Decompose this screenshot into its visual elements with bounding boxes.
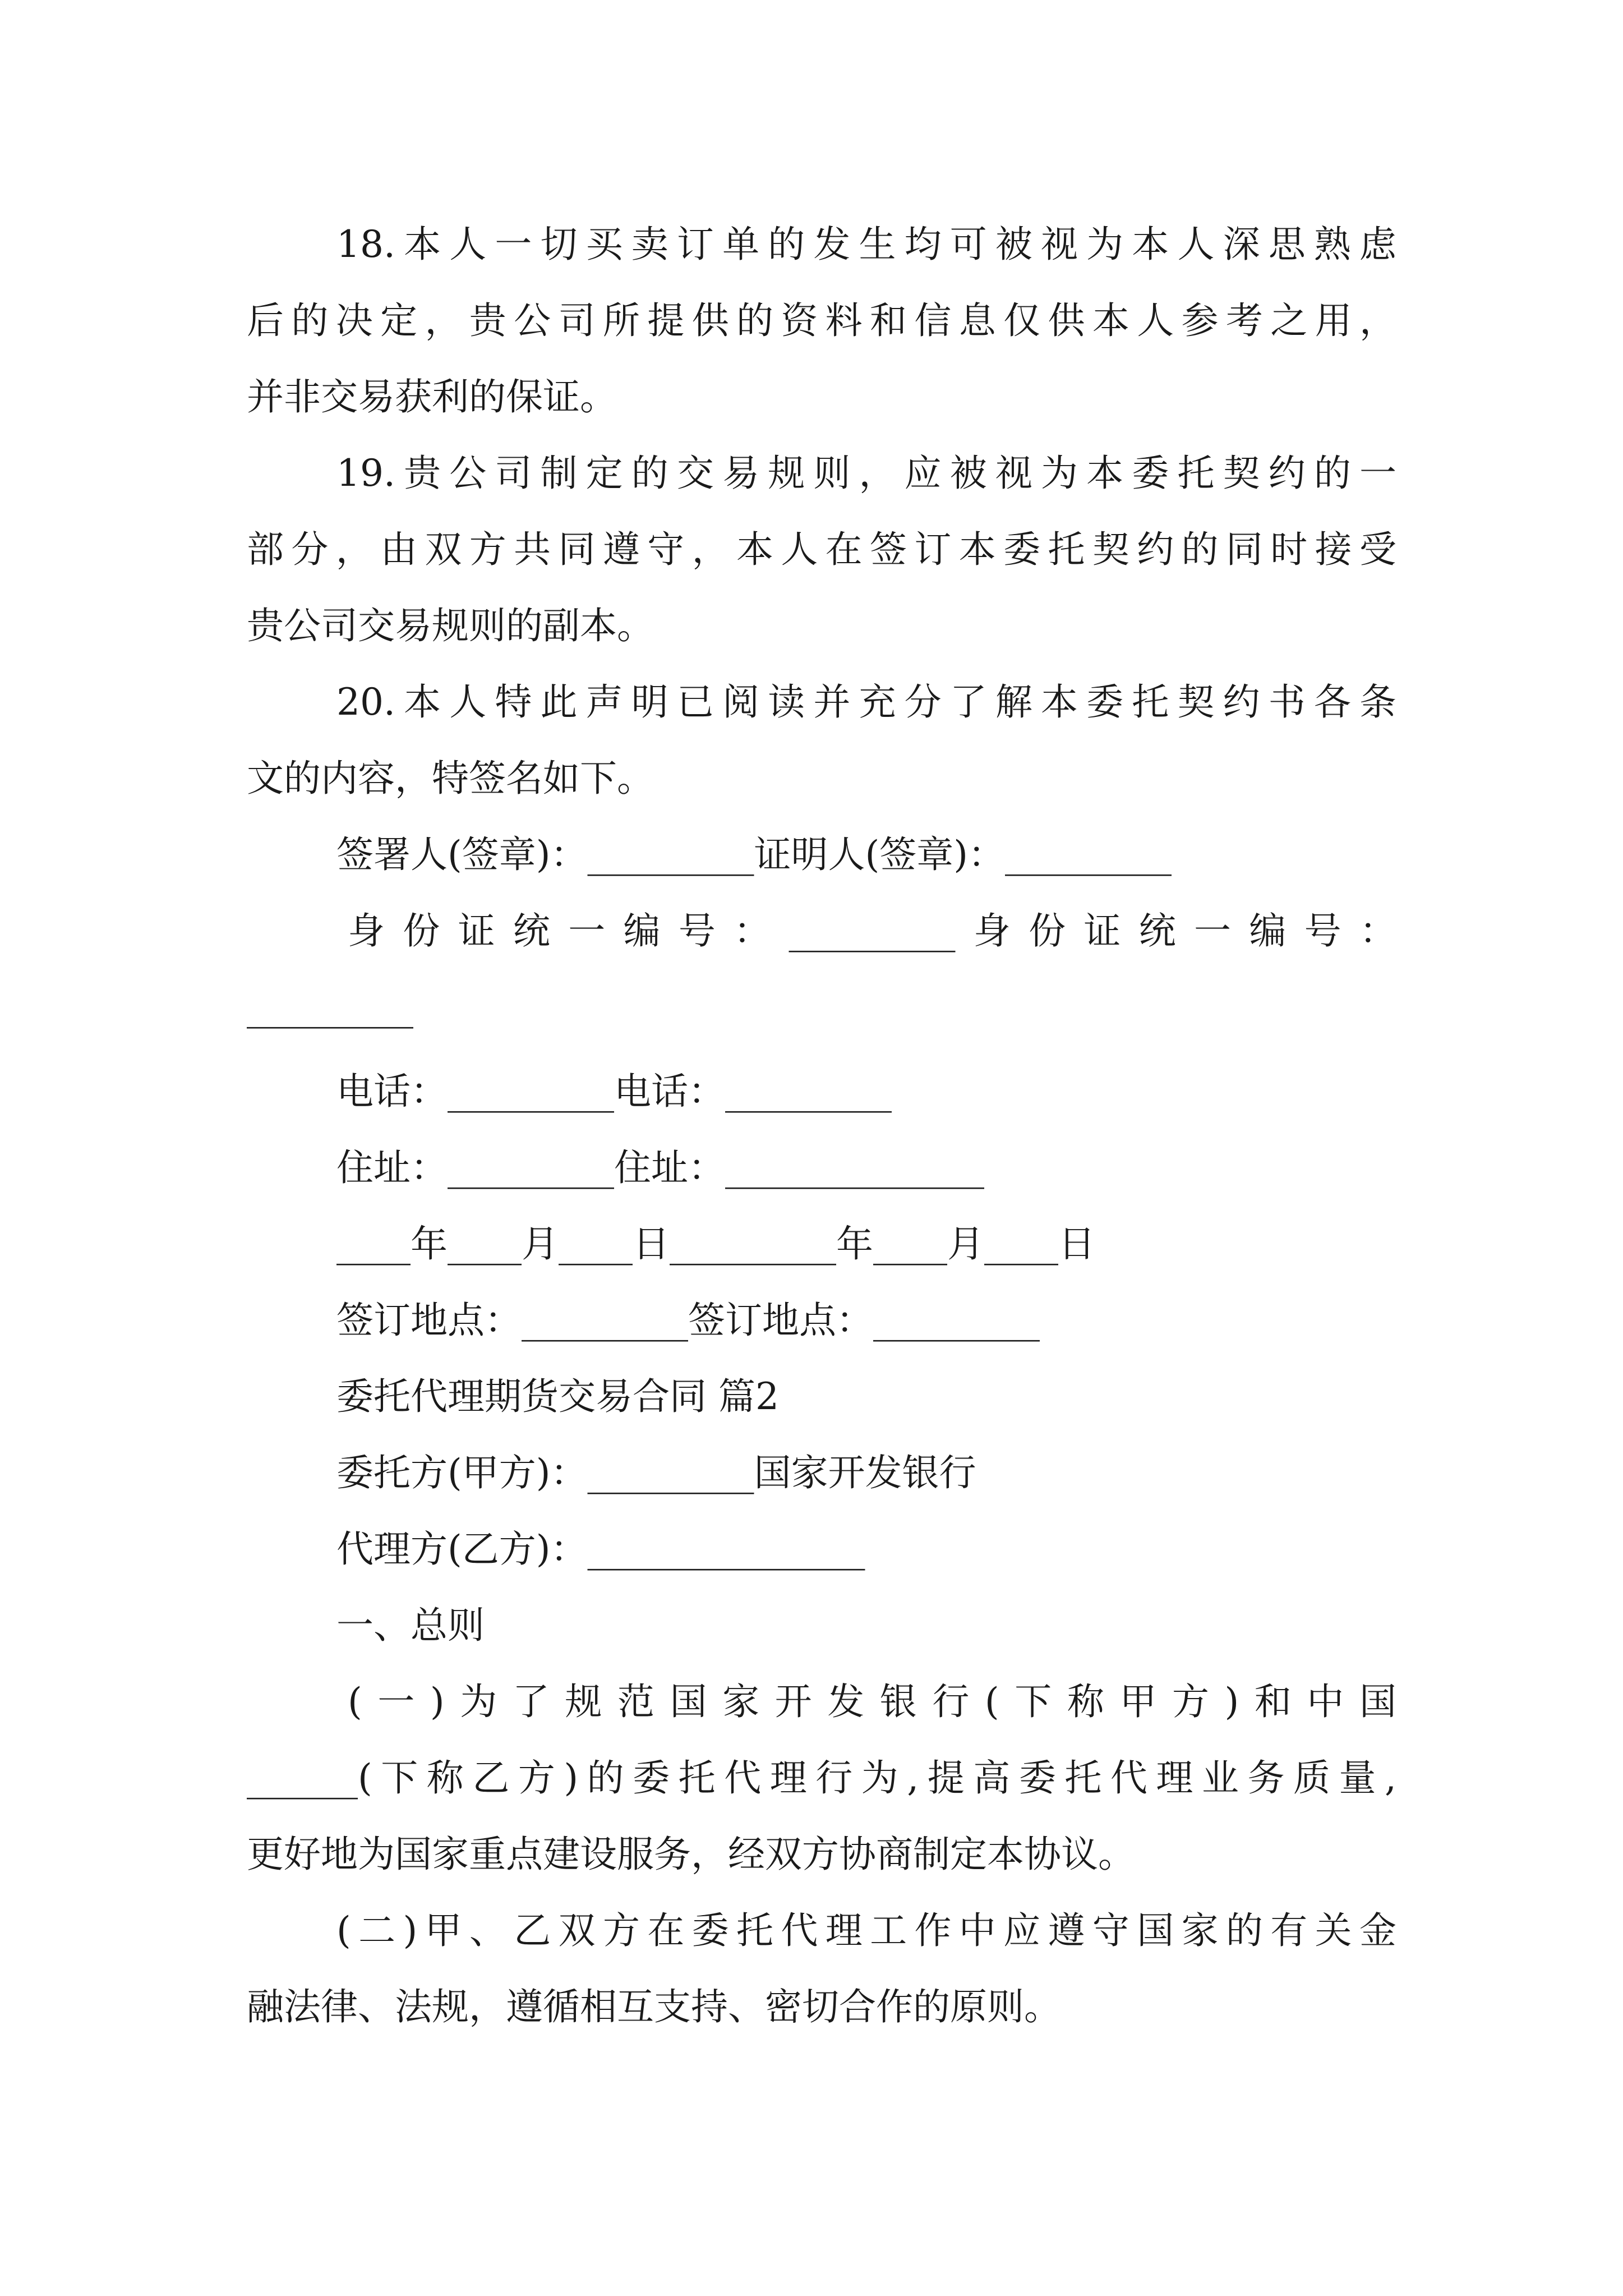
general-provisions-heading: 一、总则	[336, 1604, 485, 1647]
signing-place-line: 签订地点：_________签订地点：_________	[336, 1299, 1040, 1342]
provision-2-line-1: (二)甲、乙双方在委托代理工作中应遵守国家的有关金	[336, 1909, 1396, 1952]
provision-1-line-1: (一)为了规范国家开发银行(下称甲方)和中国	[348, 1680, 1396, 1723]
agent-party-line: 代理方(乙方)：_______________	[336, 1527, 865, 1571]
clause-18-line-1: 18.本人一切买卖订单的发生均可被视为本人深思熟虑	[336, 223, 1396, 266]
id-number-blank: _________	[247, 986, 413, 1029]
provision-1-line-3: 更好地为国家重点建设服务，经双方协商制定本协议。	[247, 1833, 1135, 1876]
section-heading: 委托代理期货交易合同 篇2	[336, 1375, 779, 1418]
provision-2-line-2: 融法律、法规，遵循相互支持、密切合作的原则。	[247, 1985, 1061, 2028]
clause-19-line-3: 贵公司交易规则的副本。	[247, 604, 654, 647]
phone-line: 电话：_________电话：_________	[336, 1070, 892, 1113]
clause-19-line-2: 部分，由双方共同遵守，本人在签订本委托契约的同时接受	[247, 528, 1396, 571]
address-line: 住址：_________住址：______________	[336, 1146, 984, 1189]
clause-20-line-1: 20.本人特此声明已阅读并充分了解本委托契约书各条	[336, 680, 1396, 724]
clause-18-line-3: 并非交易获利的保证。	[247, 375, 617, 418]
date-line: ____年____月____日_________年____月____日	[336, 1222, 1095, 1266]
id-number-line: 身份证统一编号：_________身份证统一编号：	[348, 909, 1396, 953]
clause-20-line-2: 文的内容，特签名如下。	[247, 757, 654, 800]
signatory-line: 签署人(签章)：_________证明人(签章)：_________	[336, 833, 1172, 876]
clause-19-line-1: 19.贵公司制定的交易规则，应被视为本委托契约的一	[336, 452, 1396, 495]
principal-party-line: 委托方(甲方)：_________国家开发银行	[336, 1451, 976, 1494]
clause-18-line-2: 后的决定，贵公司所提供的资料和信息仅供本人参考之用，	[247, 299, 1396, 342]
provision-1-line-2: ______(下称乙方)的委托代理行为,提高委托代理业务质量,	[247, 1756, 1396, 1800]
